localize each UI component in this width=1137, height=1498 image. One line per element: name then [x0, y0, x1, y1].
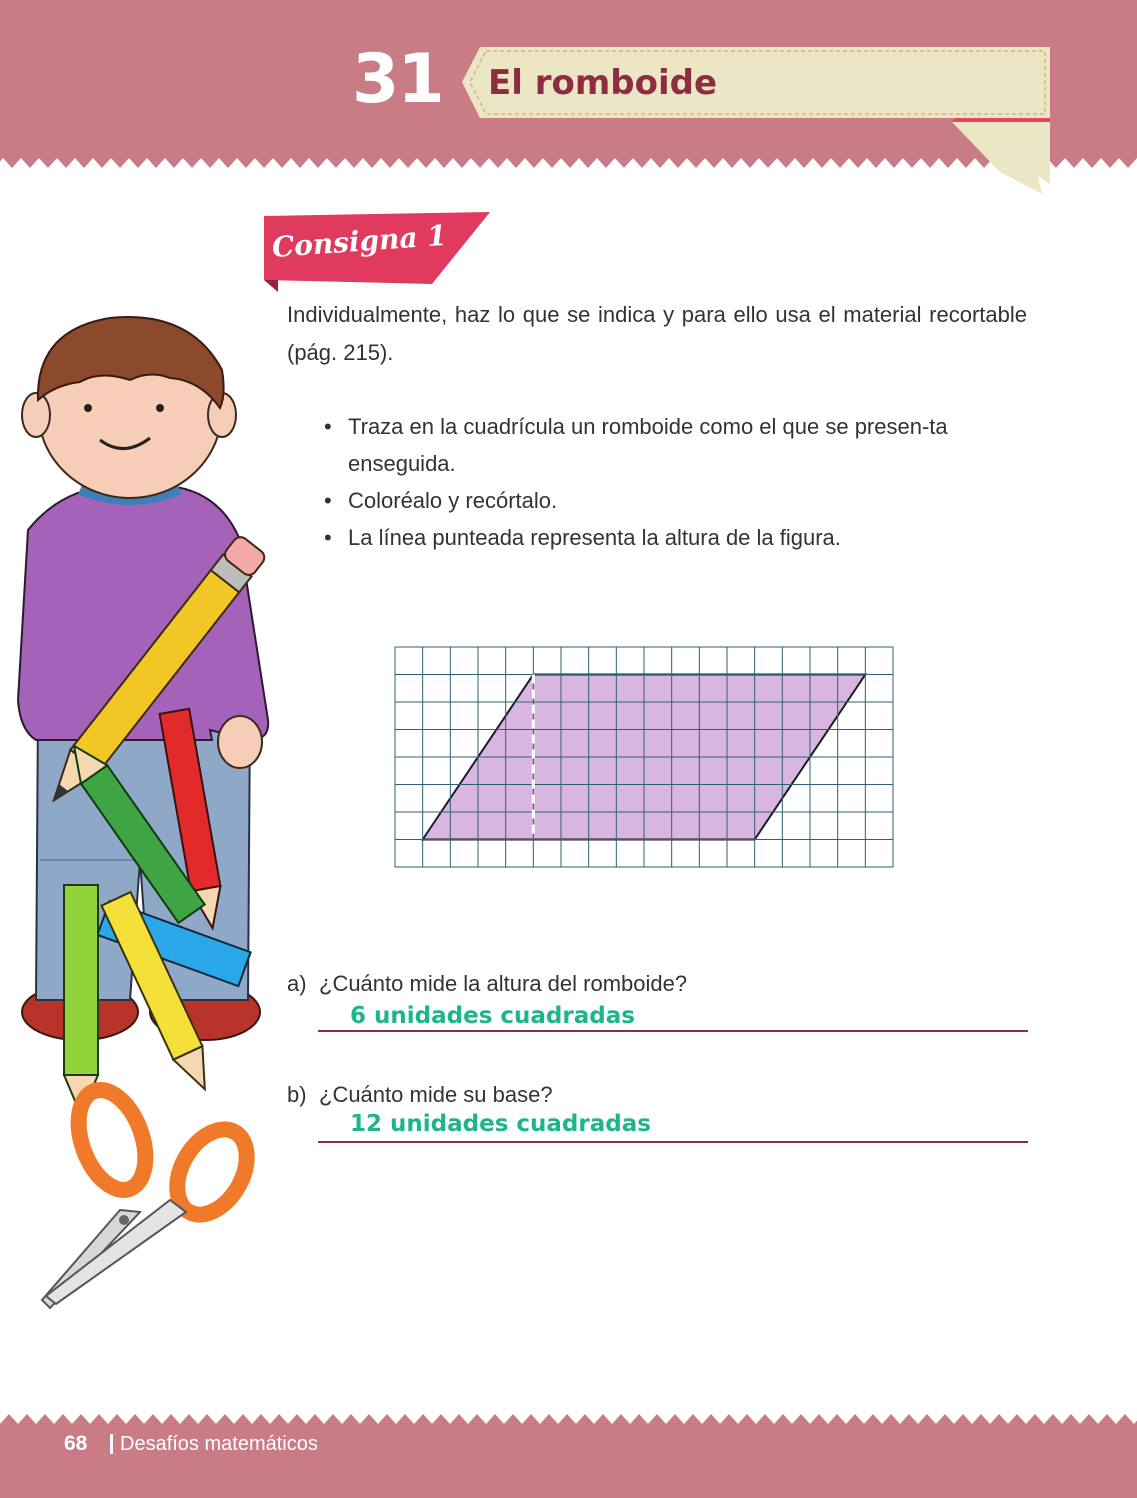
question-a-text: ¿Cuánto mide la altura del romboide?: [319, 971, 688, 996]
question-b: [287, 1080, 553, 1110]
footer-page-number: 68: [64, 1432, 88, 1455]
lesson-number: 31: [352, 40, 443, 119]
instruction-item-2: • Coloréalo y recórtalo.: [322, 482, 1032, 519]
answer-b: 12 unidades cuadradas: [350, 1111, 651, 1137]
question-a-letter: a): [287, 971, 307, 996]
footer-book-title: Desafíos matemáticos: [120, 1433, 318, 1455]
footer-separator: [110, 1434, 113, 1454]
romboide-grid-figure: [394, 646, 894, 868]
boy-with-pencils-illustration: [0, 300, 290, 1320]
answer-a-line: [318, 1030, 1028, 1032]
question-b-letter: b): [287, 1082, 307, 1107]
question-b-text: ¿Cuánto mide su base?: [319, 1082, 553, 1107]
instruction-list: [322, 408, 1032, 556]
question-a: [287, 969, 687, 999]
answer-b-line: [318, 1141, 1028, 1143]
consigna-label: Consigna 1: [270, 218, 448, 264]
instruction-item-1: • Traza en la cuadrícula un romboide como el que se presen-ta enseguida.: [322, 408, 1032, 482]
instructions-intro: Individualmente, haz lo que se indica y para ello usa el material recortable (pág. 215).: [287, 302, 1027, 365]
lesson-title: El romboide: [488, 63, 718, 103]
instruction-item-3: • La línea punteada representa la altura de la figura.: [322, 519, 1032, 556]
answer-a: 6 unidades cuadradas: [350, 1003, 635, 1029]
